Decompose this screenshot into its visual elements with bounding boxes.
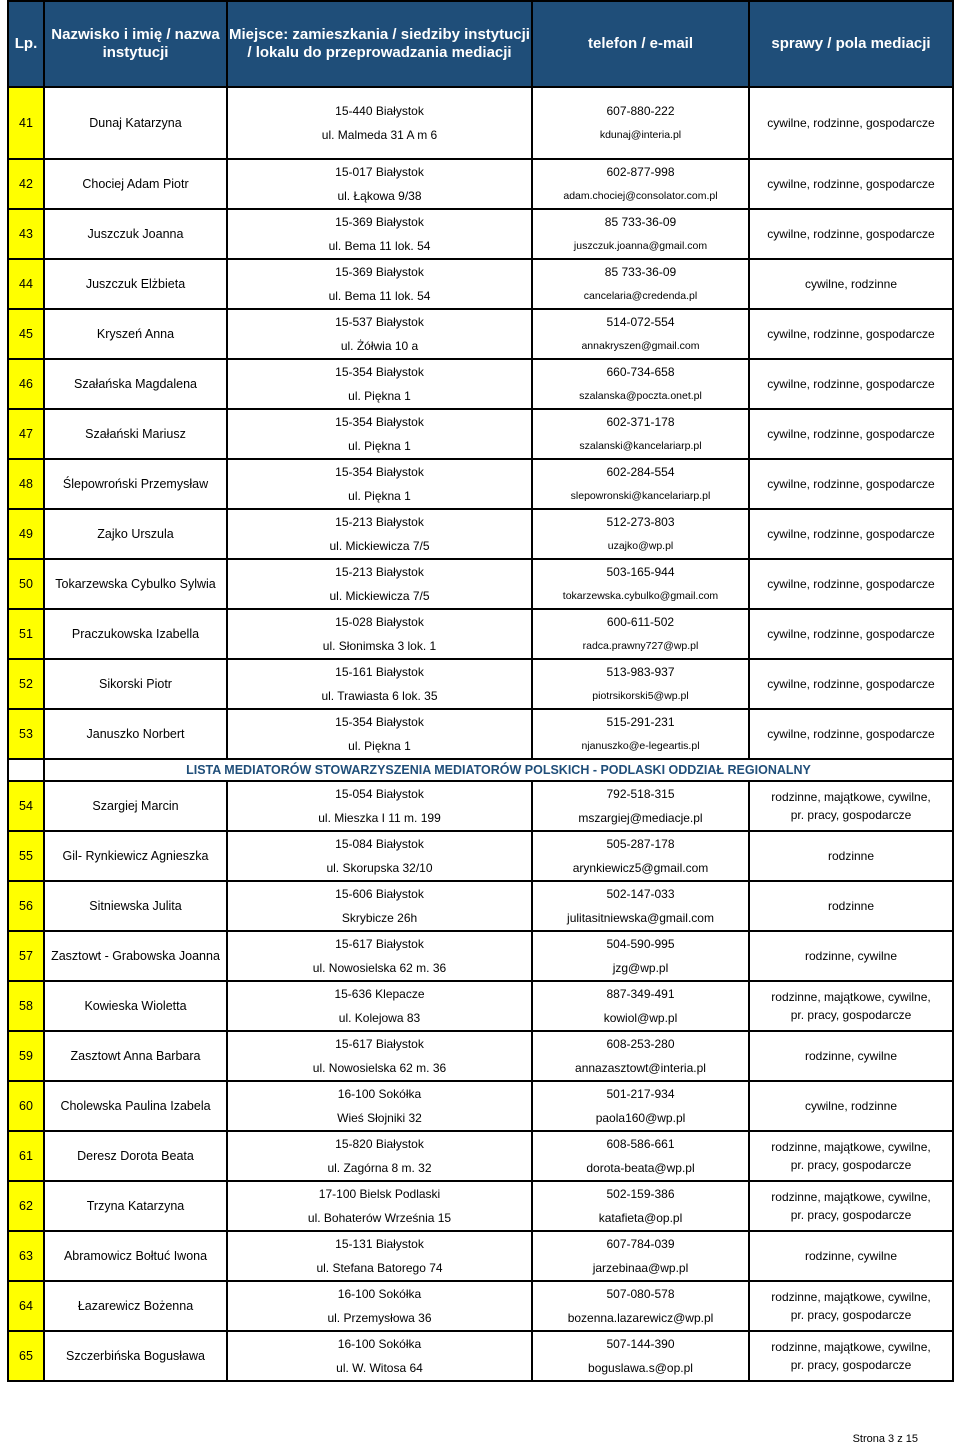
table-row xyxy=(8,259,953,309)
table-row xyxy=(8,509,953,559)
mediator-name: Kryszeń Anna xyxy=(44,309,227,359)
mediator-name: Szałańska Magdalena xyxy=(44,359,227,409)
email-address: dorota-beata@wp.pl xyxy=(586,1161,695,1175)
page-footer: Strona 3 z 15 xyxy=(852,1433,918,1445)
mediation-areas: cywilne, rodzinne, gospodarcze xyxy=(749,459,953,509)
address-cell xyxy=(227,1331,532,1381)
table-row xyxy=(8,981,953,1031)
address-street: ul. Żółwia 10 a xyxy=(340,339,419,353)
address-street: ul. Skorupska 32/10 xyxy=(326,861,433,875)
phone-number: 512-273-803 xyxy=(606,515,675,529)
mediation-areas xyxy=(749,931,953,981)
address-city: 16-100 Sokółka xyxy=(337,1337,422,1351)
mediation-areas xyxy=(749,1131,953,1181)
table-row xyxy=(8,881,953,931)
mediator-name: Chociej Adam Piotr xyxy=(44,159,227,209)
row-number: 46 xyxy=(8,359,44,409)
phone-number: 501-217-934 xyxy=(606,1087,675,1101)
mediation-areas-line1: rodzinne, majątkowe, cywilne, xyxy=(771,1190,931,1204)
address-city: 15-213 Białystok xyxy=(335,565,424,579)
address-city: 17-100 Bielsk Podlaski xyxy=(318,1187,441,1201)
address-city: 15-354 Białystok xyxy=(335,415,424,429)
mediator-name: Gil- Rynkiewicz Agnieszka xyxy=(44,831,227,881)
address-street: ul. Mieszka I 11 m. 199 xyxy=(318,811,441,825)
header-areas: sprawy / pola mediacji xyxy=(749,1,953,87)
mediators-table xyxy=(7,0,954,1382)
address-cell xyxy=(227,931,532,981)
phone-number: 503-165-944 xyxy=(606,565,675,579)
table-row xyxy=(8,1231,953,1281)
table-row xyxy=(8,609,953,659)
address-street: Skrybicze 26h xyxy=(341,911,418,925)
row-number: 60 xyxy=(8,1081,44,1131)
mediator-name: Deresz Dorota Beata xyxy=(44,1131,227,1181)
section-row xyxy=(8,759,953,781)
mediator-name: Dunaj Katarzyna xyxy=(44,87,227,159)
mediator-name: Kowieska Wioletta xyxy=(44,981,227,1031)
contact-cell xyxy=(532,981,749,1031)
table-row xyxy=(8,209,953,259)
email-address: annazasztowt@interia.pl xyxy=(575,1061,706,1075)
address-street: ul. W. Witosa 64 xyxy=(336,1361,423,1375)
row-number: 47 xyxy=(8,409,44,459)
address-city: 15-820 Białystok xyxy=(335,1137,424,1151)
address-city: 15-131 Białystok xyxy=(335,1237,424,1251)
address-cell xyxy=(227,709,532,759)
mediation-areas-line2: pr. pracy, gospodarcze xyxy=(790,808,912,822)
phone-number: 85 733-36-09 xyxy=(604,265,677,279)
table-row xyxy=(8,709,953,759)
row-number: 43 xyxy=(8,209,44,259)
header-place: Miejsce: zamieszkania / siedziby instytucji / lokalu do przeprowadzania mediacji xyxy=(227,1,532,87)
mediation-areas: cywilne, rodzinne, gospodarcze xyxy=(749,209,953,259)
mediator-name: Tokarzewska Cybulko Sylwia xyxy=(44,559,227,609)
address-city: 16-100 Sokółka xyxy=(337,1087,422,1101)
row-number: 50 xyxy=(8,559,44,609)
table-row xyxy=(8,1081,953,1131)
address-city: 15-354 Białystok xyxy=(335,715,424,729)
row-number: 42 xyxy=(8,159,44,209)
address-city: 15-369 Białystok xyxy=(335,215,424,229)
table-row xyxy=(8,931,953,981)
contact-cell xyxy=(532,87,749,159)
contact-cell xyxy=(532,309,749,359)
address-street: ul. Piękna 1 xyxy=(348,389,411,403)
email-address: katafieta@op.pl xyxy=(598,1211,683,1225)
mediation-areas xyxy=(749,1231,953,1281)
address-street: ul. Trawiasta 6 lok. 35 xyxy=(321,689,438,703)
address-cell xyxy=(227,659,532,709)
row-number: 48 xyxy=(8,459,44,509)
email-address: szalanski@kancelariarp.pl xyxy=(579,440,702,452)
row-number: 45 xyxy=(8,309,44,359)
header-lp: Lp. xyxy=(8,1,44,87)
address-street: Wieś Słojniki 32 xyxy=(337,1111,422,1125)
mediation-areas-line1: rodzinne xyxy=(827,899,875,913)
mediation-areas: cywilne, rodzinne, gospodarcze xyxy=(749,159,953,209)
address-street: ul. Nowosielska 62 m. 36 xyxy=(312,1061,447,1075)
contact-cell xyxy=(532,609,749,659)
phone-number: 602-877-998 xyxy=(606,165,675,179)
row-number: 56 xyxy=(8,881,44,931)
email-address: mszargiej@mediacje.pl xyxy=(578,811,703,825)
address-city: 15-636 Klepacze xyxy=(334,987,425,1001)
address-street: ul. Bema 11 lok. 54 xyxy=(328,239,431,253)
contact-cell xyxy=(532,159,749,209)
mediation-areas xyxy=(749,881,953,931)
phone-number: 504-590-995 xyxy=(606,937,675,951)
phone-number: 602-371-178 xyxy=(606,415,675,429)
table-row xyxy=(8,1031,953,1081)
mediation-areas xyxy=(749,1331,953,1381)
email-address: tokarzewska.cybulko@gmail.com xyxy=(562,590,719,602)
email-address: bozenna.lazarewicz@wp.pl xyxy=(567,1311,714,1325)
contact-cell xyxy=(532,1131,749,1181)
phone-number: 602-284-554 xyxy=(606,465,675,479)
address-city: 15-213 Białystok xyxy=(335,515,424,529)
table-row xyxy=(8,659,953,709)
address-street: ul. Mickiewicza 7/5 xyxy=(329,589,430,603)
address-city: 16-100 Sokółka xyxy=(337,1287,422,1301)
address-street: ul. Łąkowa 9/38 xyxy=(337,189,422,203)
contact-cell xyxy=(532,709,749,759)
section-title: LISTA MEDIATORÓW STOWARZYSZENIA MEDIATORÓW POLSKICH - PODLASKI ODDZIAŁ REGIONALNY xyxy=(44,759,953,781)
email-address: szalanska@poczta.onet.pl xyxy=(579,390,702,402)
mediator-name: Juszczuk Joanna xyxy=(44,209,227,259)
mediator-name: Zasztowt Anna Barbara xyxy=(44,1031,227,1081)
row-number: 57 xyxy=(8,931,44,981)
contact-cell xyxy=(532,559,749,609)
mediation-areas: cywilne, rodzinne, gospodarcze xyxy=(749,709,953,759)
row-number: 41 xyxy=(8,87,44,159)
contact-cell xyxy=(532,781,749,831)
address-city: 15-354 Białystok xyxy=(335,365,424,379)
table-row xyxy=(8,1281,953,1331)
email-address: kdunaj@interia.pl xyxy=(599,129,682,141)
row-number: 54 xyxy=(8,781,44,831)
mediation-areas-line2: pr. pracy, gospodarcze xyxy=(790,1208,912,1222)
mediation-areas: cywilne, rodzinne, gospodarcze xyxy=(749,659,953,709)
mediation-areas xyxy=(749,1181,953,1231)
mediator-name: Juszczuk Elżbieta xyxy=(44,259,227,309)
address-cell xyxy=(227,87,532,159)
email-address: slepowronski@kancelariarp.pl xyxy=(570,490,711,502)
table-row xyxy=(8,87,953,159)
email-address: radca.prawny727@wp.pl xyxy=(582,640,699,652)
contact-cell xyxy=(532,1031,749,1081)
mediation-areas: cywilne, rodzinne, gospodarcze xyxy=(749,359,953,409)
phone-number: 607-784-039 xyxy=(606,1237,675,1251)
mediation-areas-line1: rodzinne, majątkowe, cywilne, xyxy=(771,790,931,804)
address-street: ul. Stefana Batorego 74 xyxy=(316,1261,443,1275)
contact-cell xyxy=(532,509,749,559)
contact-cell xyxy=(532,259,749,309)
contact-cell xyxy=(532,459,749,509)
address-street: ul. Przemysłowa 36 xyxy=(327,1311,432,1325)
address-city: 15-017 Białystok xyxy=(335,165,424,179)
phone-number: 600-611-502 xyxy=(606,615,675,629)
mediator-name: Zasztowt - Grabowska Joanna xyxy=(44,931,227,981)
mediation-areas: cywilne, rodzinne, gospodarcze xyxy=(749,559,953,609)
row-number: 65 xyxy=(8,1331,44,1381)
mediation-areas-line1: rodzinne, majątkowe, cywilne, xyxy=(771,1290,931,1304)
address-cell xyxy=(227,1281,532,1331)
table-row xyxy=(8,831,953,881)
address-street: ul. Piękna 1 xyxy=(348,489,411,503)
contact-cell xyxy=(532,1331,749,1381)
address-city: 15-606 Białystok xyxy=(335,887,424,901)
header-row xyxy=(8,1,953,87)
address-cell xyxy=(227,559,532,609)
email-address: cancelaria@credenda.pl xyxy=(583,290,698,302)
email-address: paola160@wp.pl xyxy=(595,1111,686,1125)
table-row xyxy=(8,159,953,209)
address-street: ul. Kolejowa 83 xyxy=(338,1011,421,1025)
row-number: 62 xyxy=(8,1181,44,1231)
mediation-areas xyxy=(749,831,953,881)
address-cell xyxy=(227,1031,532,1081)
row-number: 49 xyxy=(8,509,44,559)
mediation-areas-line1: rodzinne, majątkowe, cywilne, xyxy=(771,1140,931,1154)
address-cell xyxy=(227,359,532,409)
section-blank-cell xyxy=(8,759,44,781)
mediator-name: Szargiej Marcin xyxy=(44,781,227,831)
mediation-areas-line1: rodzinne, majątkowe, cywilne, xyxy=(771,1340,931,1354)
mediation-areas: cywilne, rodzinne, gospodarcze xyxy=(749,309,953,359)
table-body-b xyxy=(8,781,953,1381)
email-address: arynkiewicz5@gmail.com xyxy=(572,861,709,875)
address-city: 15-369 Białystok xyxy=(335,265,424,279)
mediation-areas: cywilne, rodzinne xyxy=(749,259,953,309)
address-cell xyxy=(227,1081,532,1131)
mediator-name: Januszko Norbert xyxy=(44,709,227,759)
phone-number: 608-586-661 xyxy=(606,1137,675,1151)
email-address: uzajko@wp.pl xyxy=(607,540,674,552)
mediation-areas-line1: rodzinne xyxy=(827,849,875,863)
row-number: 53 xyxy=(8,709,44,759)
contact-cell xyxy=(532,359,749,409)
address-street: ul. Nowosielska 62 m. 36 xyxy=(312,961,447,975)
mediator-name: Praczukowska Izabella xyxy=(44,609,227,659)
row-number: 52 xyxy=(8,659,44,709)
address-cell xyxy=(227,309,532,359)
contact-cell xyxy=(532,659,749,709)
address-cell xyxy=(227,1231,532,1281)
address-street: ul. Malmeda 31 A m 6 xyxy=(321,128,438,142)
header-contact: telefon / e-mail xyxy=(532,1,749,87)
contact-cell xyxy=(532,1231,749,1281)
email-address: juszczuk.joanna@gmail.com xyxy=(573,240,708,252)
address-cell xyxy=(227,459,532,509)
phone-number: 887-349-491 xyxy=(606,987,675,1001)
email-address: julitasitniewska@gmail.com xyxy=(567,911,714,925)
phone-number: 505-287-178 xyxy=(606,837,675,851)
mediation-areas-line2: pr. pracy, gospodarcze xyxy=(790,1008,912,1022)
contact-cell xyxy=(532,409,749,459)
mediation-areas-line2: pr. pracy, gospodarcze xyxy=(790,1308,912,1322)
table-row xyxy=(8,1331,953,1381)
mediation-areas-line2: pr. pracy, gospodarcze xyxy=(790,1158,912,1172)
phone-number: 502-147-033 xyxy=(606,887,675,901)
phone-number: 660-734-658 xyxy=(606,365,675,379)
mediation-areas: cywilne, rodzinne, gospodarcze xyxy=(749,609,953,659)
mediation-areas: cywilne, rodzinne, gospodarcze xyxy=(749,509,953,559)
table-row xyxy=(8,459,953,509)
address-cell xyxy=(227,1131,532,1181)
address-cell xyxy=(227,259,532,309)
table-row xyxy=(8,1181,953,1231)
phone-number: 507-080-578 xyxy=(606,1287,675,1301)
phone-number: 515-291-231 xyxy=(606,715,675,729)
email-address: boguslawa.s@op.pl xyxy=(588,1361,693,1375)
mediator-name: Ślepowroński Przemysław xyxy=(44,459,227,509)
address-cell xyxy=(227,409,532,459)
mediation-areas: cywilne, rodzinne, gospodarcze xyxy=(749,409,953,459)
row-number: 64 xyxy=(8,1281,44,1331)
address-street: ul. Piękna 1 xyxy=(348,439,411,453)
contact-cell xyxy=(532,1181,749,1231)
email-address: kowiol@wp.pl xyxy=(603,1011,678,1025)
row-number: 44 xyxy=(8,259,44,309)
row-number: 61 xyxy=(8,1131,44,1181)
address-cell xyxy=(227,781,532,831)
contact-cell xyxy=(532,881,749,931)
mediator-name: Abramowicz Bołtuć Iwona xyxy=(44,1231,227,1281)
address-city: 15-028 Białystok xyxy=(335,615,424,629)
phone-number: 502-159-386 xyxy=(606,1187,675,1201)
phone-number: 514-072-554 xyxy=(606,315,675,329)
address-street: ul. Bema 11 lok. 54 xyxy=(328,289,431,303)
phone-number: 513-983-937 xyxy=(606,665,675,679)
mediation-areas xyxy=(749,1281,953,1331)
address-cell xyxy=(227,881,532,931)
email-address: njanuszko@e-legeartis.pl xyxy=(581,740,700,752)
contact-cell xyxy=(532,209,749,259)
mediator-name: Sikorski Piotr xyxy=(44,659,227,709)
email-address: adam.chociej@consolator.com.pl xyxy=(563,190,718,202)
mediation-areas: cywilne, rodzinne, gospodarcze xyxy=(749,87,953,159)
email-address: piotrsikorski5@wp.pl xyxy=(592,690,689,702)
contact-cell xyxy=(532,931,749,981)
mediator-name: Cholewska Paulina Izabela xyxy=(44,1081,227,1131)
address-street: ul. Bohaterów Września 15 xyxy=(307,1211,452,1225)
mediation-areas-line1: rodzinne, cywilne xyxy=(804,1049,898,1063)
row-number: 63 xyxy=(8,1231,44,1281)
mediation-areas xyxy=(749,981,953,1031)
mediator-name: Łazarewicz Bożenna xyxy=(44,1281,227,1331)
mediation-areas-line1: rodzinne, majątkowe, cywilne, xyxy=(771,990,931,1004)
address-street: ul. Słonimska 3 lok. 1 xyxy=(322,639,437,653)
table-row xyxy=(8,409,953,459)
address-city: 15-440 Białystok xyxy=(335,104,424,118)
table-row xyxy=(8,781,953,831)
mediator-name: Szczerbińska Bogusława xyxy=(44,1331,227,1381)
table-row xyxy=(8,1131,953,1181)
mediation-areas xyxy=(749,1081,953,1131)
mediation-areas-line1: cywilne, rodzinne xyxy=(804,1099,898,1113)
row-number: 55 xyxy=(8,831,44,881)
row-number: 58 xyxy=(8,981,44,1031)
address-street: ul. Mickiewicza 7/5 xyxy=(329,539,430,553)
header-name: Nazwisko i imię / nazwa instytucji xyxy=(44,1,227,87)
phone-number: 85 733-36-09 xyxy=(604,215,677,229)
address-city: 15-161 Białystok xyxy=(335,665,424,679)
phone-number: 608-253-280 xyxy=(606,1037,675,1051)
phone-number: 507-144-390 xyxy=(606,1337,675,1351)
address-street: ul. Zagórna 8 m. 32 xyxy=(327,1161,432,1175)
mediator-name: Szałański Mariusz xyxy=(44,409,227,459)
mediator-name: Trzyna Katarzyna xyxy=(44,1181,227,1231)
contact-cell xyxy=(532,1281,749,1331)
email-address: jarzebinaa@wp.pl xyxy=(592,1261,689,1275)
mediation-areas-line1: rodzinne, cywilne xyxy=(804,1249,898,1263)
address-cell xyxy=(227,981,532,1031)
contact-cell xyxy=(532,1081,749,1131)
address-cell xyxy=(227,1181,532,1231)
mediation-areas xyxy=(749,1031,953,1081)
mediator-name: Zajko Urszula xyxy=(44,509,227,559)
address-city: 15-537 Białystok xyxy=(335,315,424,329)
address-cell xyxy=(227,831,532,881)
address-cell xyxy=(227,159,532,209)
email-address: jzg@wp.pl xyxy=(612,961,669,975)
table-row xyxy=(8,359,953,409)
row-number: 59 xyxy=(8,1031,44,1081)
phone-number: 792-518-315 xyxy=(606,787,675,801)
address-city: 15-054 Białystok xyxy=(335,787,424,801)
contact-cell xyxy=(532,831,749,881)
email-address: annakryszen@gmail.com xyxy=(581,340,700,352)
address-city: 15-617 Białystok xyxy=(335,937,424,951)
address-city: 15-617 Białystok xyxy=(335,1037,424,1051)
address-street: ul. Piękna 1 xyxy=(348,739,411,753)
mediation-areas-line2: pr. pracy, gospodarcze xyxy=(790,1358,912,1372)
address-cell xyxy=(227,509,532,559)
table-body-a xyxy=(8,87,953,759)
mediation-areas-line1: rodzinne, cywilne xyxy=(804,949,898,963)
phone-number: 607-880-222 xyxy=(606,104,675,118)
table-row xyxy=(8,559,953,609)
address-cell xyxy=(227,609,532,659)
mediator-name: Sitniewska Julita xyxy=(44,881,227,931)
address-city: 15-354 Białystok xyxy=(335,465,424,479)
address-city: 15-084 Białystok xyxy=(335,837,424,851)
section-header xyxy=(8,759,953,781)
mediation-areas xyxy=(749,781,953,831)
address-cell xyxy=(227,209,532,259)
row-number: 51 xyxy=(8,609,44,659)
table-row xyxy=(8,309,953,359)
